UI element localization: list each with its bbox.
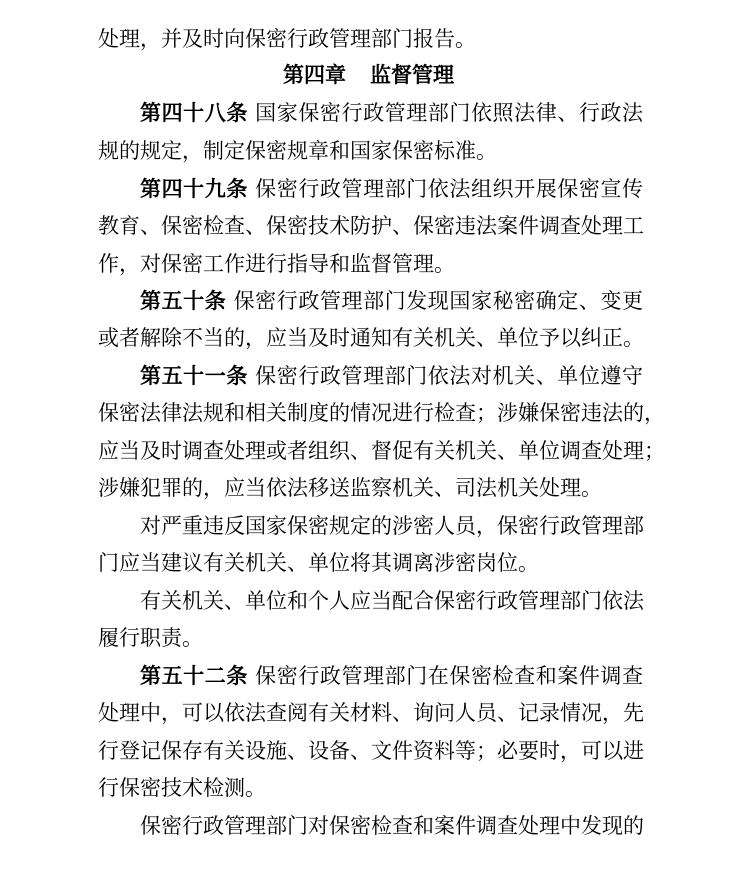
article-48-number: 第四十八条 — [140, 100, 248, 125]
article-52-text: 保密行政管理部门在保密检查和案件调查 — [255, 664, 644, 688]
chapter-number: 第四章 — [283, 62, 346, 87]
text-line: 涉嫌犯罪的，应当依法移送监察机关、司法机关处理。 — [98, 476, 602, 500]
article-48-text: 国家保密行政管理部门依照法律、行政法 — [255, 101, 644, 125]
article-51-first-line — [140, 361, 643, 391]
text-line: 规的规定，制定保密规章和国家保密标准。 — [98, 139, 497, 163]
text-line: 处理中，可以依法查阅有关材料、询问人员、记录情况，先 — [98, 701, 644, 725]
article-49-text: 保密行政管理部门依法组织开展保密宣传 — [255, 177, 644, 201]
chapter-title: 监督管理 — [370, 62, 454, 87]
article-50-text: 保密行政管理部门发现国家秘密确定、变更 — [233, 289, 644, 313]
text-line: 教育、保密检查、保密技术防护、保密违法案件调查处理工 — [98, 214, 644, 238]
paragraph-first-line: 有关机关、单位和个人应当配合保密行政管理部门依法 — [140, 589, 644, 613]
text-line: 门应当建议有关机关、单位将其调离涉密岗位。 — [98, 551, 539, 575]
paragraph-first-line: 保密行政管理部门对保密检查和案件调查处理中发现的 — [140, 814, 644, 838]
article-50-number: 第五十条 — [140, 288, 227, 313]
article-52-first-line — [140, 661, 643, 691]
text-line: 行登记保存有关设施、设备、文件资料等；必要时，可以进 — [98, 739, 644, 763]
text-line: 行保密技术检测。 — [98, 776, 266, 800]
text-line: 处理，并及时向保密行政管理部门报告。 — [98, 27, 476, 51]
article-49-first-line — [140, 174, 643, 204]
text-line: 作，对保密工作进行指导和监督管理。 — [98, 252, 455, 276]
article-51-text: 保密行政管理部门依法对机关、单位遵守 — [255, 364, 644, 388]
article-52-number: 第五十二条 — [140, 663, 248, 688]
article-48-first-line — [140, 98, 643, 128]
text-line: 保密法律法规和相关制度的情况进行检查；涉嫌保密违法的， — [98, 401, 665, 425]
text-line: 应当及时调查处理或者组织、督促有关机关、单位调查处理； — [98, 439, 665, 463]
article-51-number: 第五十一条 — [140, 363, 248, 388]
article-50-first-line — [140, 286, 643, 316]
text-line: 履行职责。 — [98, 626, 203, 650]
paragraph-first-line: 对严重违反国家保密规定的涉密人员，保密行政管理部 — [140, 514, 644, 538]
article-49-number: 第四十九条 — [140, 176, 248, 201]
chapter-heading — [0, 60, 737, 90]
text-line: 或者解除不当的，应当及时通知有关机关、单位予以纠正。 — [98, 326, 644, 350]
